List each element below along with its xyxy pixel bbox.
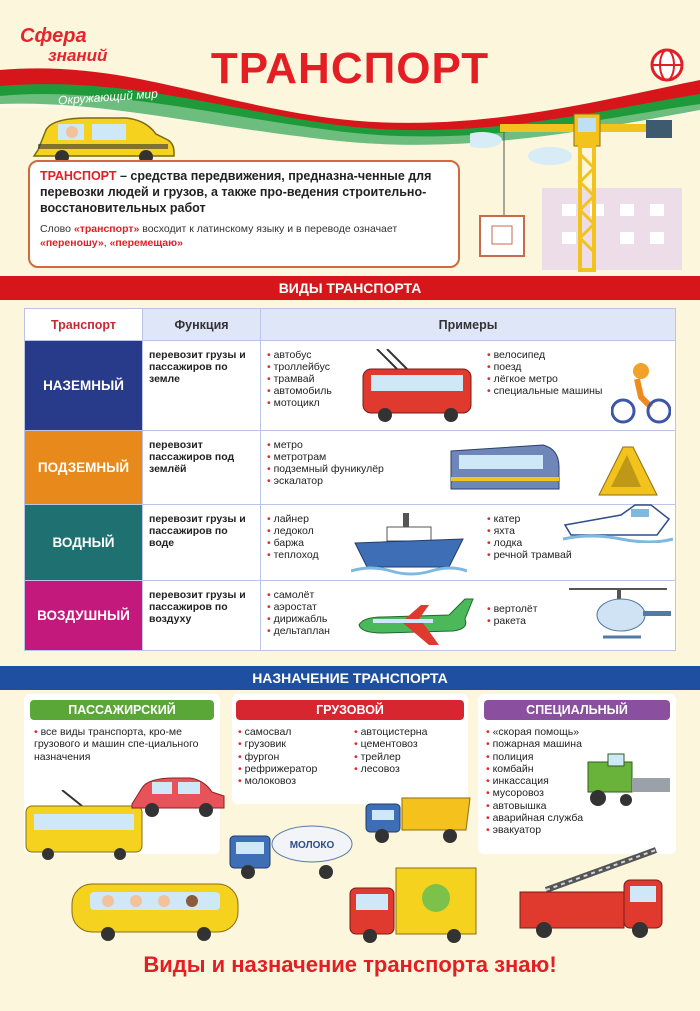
- examples-water-left: [267, 513, 319, 561]
- list-item: • мусоровоз: [486, 787, 583, 799]
- list-item: • мотоцикл: [267, 397, 332, 409]
- cargo-list-left: [238, 726, 317, 787]
- list-item: • ракета: [487, 615, 538, 627]
- list-item: • метро: [267, 439, 384, 451]
- brand-logo-line1: Сфера: [20, 25, 87, 47]
- list-item: • аэростат: [267, 601, 330, 613]
- list-item: • все виды транспорта, кро-ме грузового и машин спе-циального назначения: [34, 726, 214, 763]
- trolleybus-icon: [357, 349, 475, 423]
- list-item: • трейлер: [354, 751, 427, 763]
- list-item: • лодка: [487, 537, 572, 549]
- examples-ground-right: [487, 349, 602, 397]
- etymology-text: [40, 222, 448, 250]
- card-title-passenger: ПАССАЖИРСКИЙ: [30, 700, 214, 720]
- list-item: • инкассация: [486, 775, 583, 787]
- brand-logo-line2: знаний: [48, 46, 108, 65]
- list-item: • эвакуатор: [486, 824, 583, 836]
- list-item: • ледокол: [267, 525, 319, 537]
- milk-label: МОЛОКО: [289, 840, 335, 851]
- list-item: • самолёт: [267, 589, 330, 601]
- card-title-cargo: ГРУЗОВОЙ: [236, 700, 464, 720]
- transport-types-table: [24, 308, 676, 651]
- examples-air-right: [487, 603, 538, 627]
- function-air: перевозит грузы и пассажиров по воздуху: [143, 581, 261, 651]
- etymology-separator: ,: [103, 237, 110, 249]
- list-item: • автомобиль: [267, 385, 332, 397]
- list-item: • дирижабль: [267, 613, 330, 625]
- category-ground: НАЗЕМНЫЙ: [25, 341, 143, 431]
- column-header-transport: Транспорт: [25, 309, 143, 341]
- list-item: • вертолёт: [487, 603, 538, 615]
- etymology-meaning-2: «перемещаю»: [109, 237, 183, 249]
- category-air: ВОЗДУШНЫЙ: [25, 581, 143, 651]
- examples-underground: [261, 431, 676, 505]
- dump-truck-icon: [362, 788, 474, 844]
- column-header-examples: Примеры: [261, 309, 676, 341]
- list-item: • «скорая помощь»: [486, 726, 583, 738]
- definition-box: [28, 160, 460, 268]
- definition-text: [40, 168, 448, 216]
- cargo-truck-icon: [346, 864, 480, 944]
- list-item: • речной трамвай: [487, 549, 572, 561]
- list-item: • велосипед: [487, 349, 602, 361]
- passenger-list: [34, 726, 214, 763]
- fire-truck-icon: [516, 846, 666, 942]
- card-title-special: СПЕЦИАЛЬНЫЙ: [484, 700, 670, 720]
- table-row-air: [25, 581, 676, 651]
- etymology-middle: восходит к латинскому языку и в переводе означает: [139, 223, 398, 235]
- bicycle-icon: [611, 361, 671, 425]
- list-item: • специальные машины: [487, 385, 602, 397]
- examples-air: [261, 581, 676, 651]
- table-row-underground: [25, 431, 676, 505]
- list-item: • метротрам: [267, 451, 384, 463]
- examples-water-right: [487, 513, 572, 561]
- list-item: • рефрижератор: [238, 763, 317, 775]
- etymology-meaning-1: «переношу»: [40, 237, 104, 249]
- list-item: • самосвал: [238, 726, 317, 738]
- list-item: • пожарная машина: [486, 738, 583, 750]
- list-item: • лёгкое метро: [487, 373, 602, 385]
- category-water: ВОДНЫЙ: [25, 505, 143, 581]
- taxi-icon: [28, 112, 178, 164]
- function-water: перевозит грузы и пассажиров по воде: [143, 505, 261, 581]
- list-item: • подземный фуникулёр: [267, 463, 384, 475]
- list-item: • баржа: [267, 537, 319, 549]
- list-item: • полиция: [486, 751, 583, 763]
- bus-icon: [68, 876, 242, 942]
- purpose-heading: НАЗНАЧЕНИЕ ТРАНСПОРТА: [0, 666, 700, 690]
- examples-water: [261, 505, 676, 581]
- category-underground: ПОДЗЕМНЫЙ: [25, 431, 143, 505]
- list-item: • трамвай: [267, 373, 332, 385]
- function-underground: перевозит пассажиров под землёй: [143, 431, 261, 505]
- escalator-icon: [593, 437, 663, 499]
- etymology-prefix: Слово: [40, 223, 74, 235]
- list-item: • автовышка: [486, 800, 583, 812]
- examples-underground-left: [267, 439, 384, 487]
- list-item: • фургон: [238, 751, 317, 763]
- examples-ground-left: [267, 349, 332, 409]
- subject-label: Окружающий мир: [57, 86, 159, 108]
- motorboat-icon: [561, 497, 675, 543]
- list-item: • катер: [487, 513, 572, 525]
- helicopter-icon: [563, 581, 675, 647]
- examples-ground: [261, 341, 676, 431]
- column-header-function: Функция: [143, 309, 261, 341]
- crane-icon: [470, 104, 690, 272]
- list-item: • эскалатор: [267, 475, 384, 487]
- milk-truck-icon: [226, 814, 356, 880]
- list-item: • комбайн: [486, 763, 583, 775]
- list-item: • теплоход: [267, 549, 319, 561]
- types-heading: ВИДЫ ТРАНСПОРТА: [0, 276, 700, 300]
- list-item: • автобус: [267, 349, 332, 361]
- page-title: ТРАНСПОРТ: [210, 44, 490, 93]
- list-item: • поезд: [487, 361, 602, 373]
- definition-body: – средства передвижения, предназна-ченные для перевозки людей и грузов, а также про-ведения строительно-восстановительных работ: [40, 169, 432, 215]
- table-row-ground: [25, 341, 676, 431]
- list-item: • аварийная служба: [486, 812, 583, 824]
- slogan: Виды и назначение транспорта знаю!: [143, 952, 557, 977]
- metro-train-icon: [447, 437, 561, 497]
- list-item: • лайнер: [267, 513, 319, 525]
- ship-icon: [351, 509, 467, 579]
- definition-term: ТРАНСПОРТ: [40, 169, 117, 183]
- list-item: • молоковоз: [238, 775, 317, 787]
- airplane-icon: [353, 589, 477, 649]
- function-ground: перевозит грузы и пассажиров по земле: [143, 341, 261, 431]
- list-item: • дельтаплан: [267, 625, 330, 637]
- etymology-word: «транспорт»: [73, 223, 140, 235]
- globe-icon: [650, 48, 684, 82]
- examples-air-left: [267, 589, 330, 637]
- table-row-water: [25, 505, 676, 581]
- list-item: • троллейбус: [267, 361, 332, 373]
- car-icon: [128, 770, 228, 818]
- list-item: • яхта: [487, 525, 572, 537]
- list-item: • лесовоз: [354, 763, 427, 775]
- list-item: • цементовоз: [354, 738, 427, 750]
- list-item: • грузовик: [238, 738, 317, 750]
- cargo-list-right: [354, 726, 427, 775]
- combine-harvester-icon: [568, 752, 672, 808]
- table-header-row: [25, 309, 676, 341]
- list-item: • автоцистерна: [354, 726, 427, 738]
